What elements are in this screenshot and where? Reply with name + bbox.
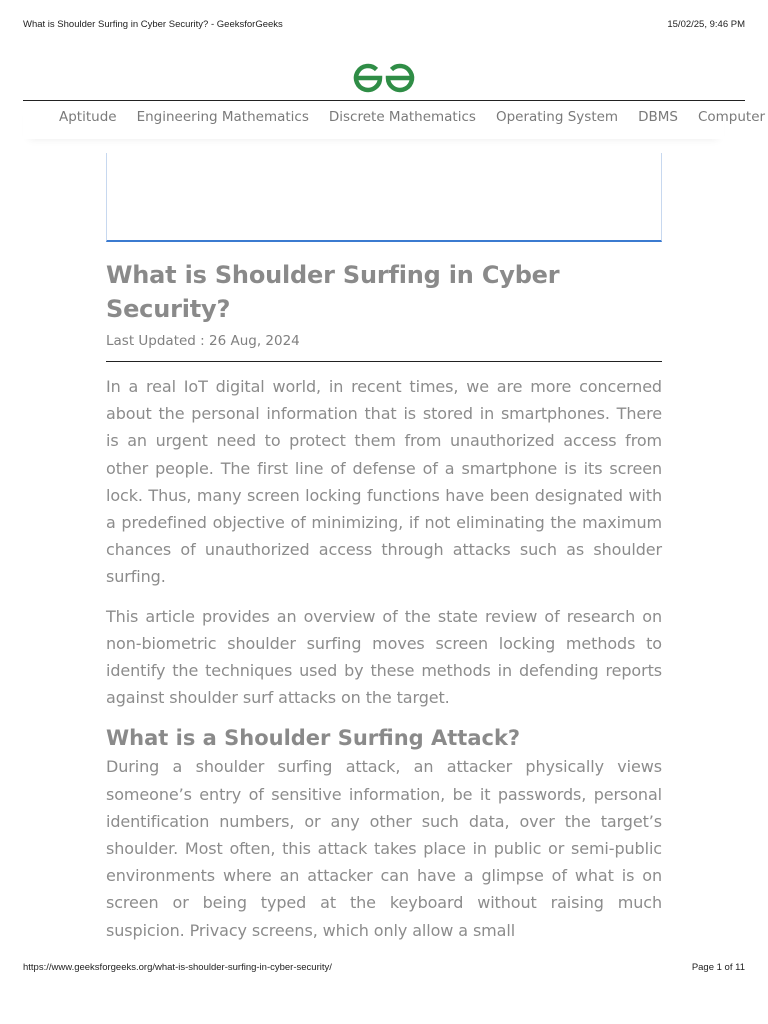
print-header-datetime: 15/02/25, 9:46 PM bbox=[667, 19, 745, 30]
nav-item-operating-system[interactable]: Operating System bbox=[495, 109, 619, 125]
print-header bbox=[23, 19, 745, 33]
gfg-logo-icon[interactable] bbox=[352, 60, 416, 94]
page-number: Page 1 of 11 bbox=[691, 962, 745, 973]
print-footer-url: https://www.geeksforgeeks.org/what-is-shoulder-surfing-in-cyber-security/ bbox=[23, 962, 332, 973]
nav-item-computer[interactable]: Computer bbox=[697, 109, 766, 125]
nav-item-aptitude[interactable]: Aptitude bbox=[59, 109, 117, 125]
print-footer bbox=[23, 962, 745, 976]
ad-placeholder bbox=[106, 153, 662, 242]
article-paragraph: This article provides an overview of the state review of research on non-biometric shoulder surfing moves screen locking methods to identify the techniques used by these methods in defending reports against shoulder surf attacks on the target. bbox=[106, 606, 662, 708]
article-title: What is Shoulder Surfing in Cyber Security? bbox=[106, 261, 560, 323]
top-nav bbox=[23, 101, 766, 139]
last-updated: Last Updated : 26 Aug, 2024 bbox=[106, 333, 300, 349]
article bbox=[106, 258, 662, 944]
article-paragraph: In a real IoT digital world, in recent times, we are more concerned about the personal information that is stored in smartphones. There is an urgent need to protect them from unauthorized access from other people. The first line of defense of a smartphone is its screen lock. Thus, many screen locking functions have been designated with a predefined objective of minimizing, if not eliminating the maximum chances of unauthorized access through attacks such as shoulder surfing. bbox=[106, 377, 662, 587]
print-header-title: What is Shoulder Surfing in Cyber Security? - GeeksforGeeks bbox=[23, 19, 283, 30]
section-paragraph: During a shoulder surfing attack, an attacker physically views someone’s entry of sensitive information, be it passwords, personal identification numbers, or any other such data, over the target’s shoulder. Most often, this attack takes place in public or semi-public environments where an attacker can have a glimpse of what is on screen or being typed at the keyboard without raising much suspicion. Privacy screens, which only allow a small bbox=[106, 757, 662, 940]
nav-item-engineering-mathematics[interactable]: Engineering Mathematics bbox=[136, 109, 309, 125]
title-divider bbox=[106, 361, 662, 362]
nav-item-dbms[interactable]: DBMS bbox=[638, 109, 678, 125]
section-heading: What is a Shoulder Surfing Attack? bbox=[106, 726, 521, 751]
nav-item-discrete-mathematics[interactable]: Discrete Mathematics bbox=[328, 109, 476, 125]
